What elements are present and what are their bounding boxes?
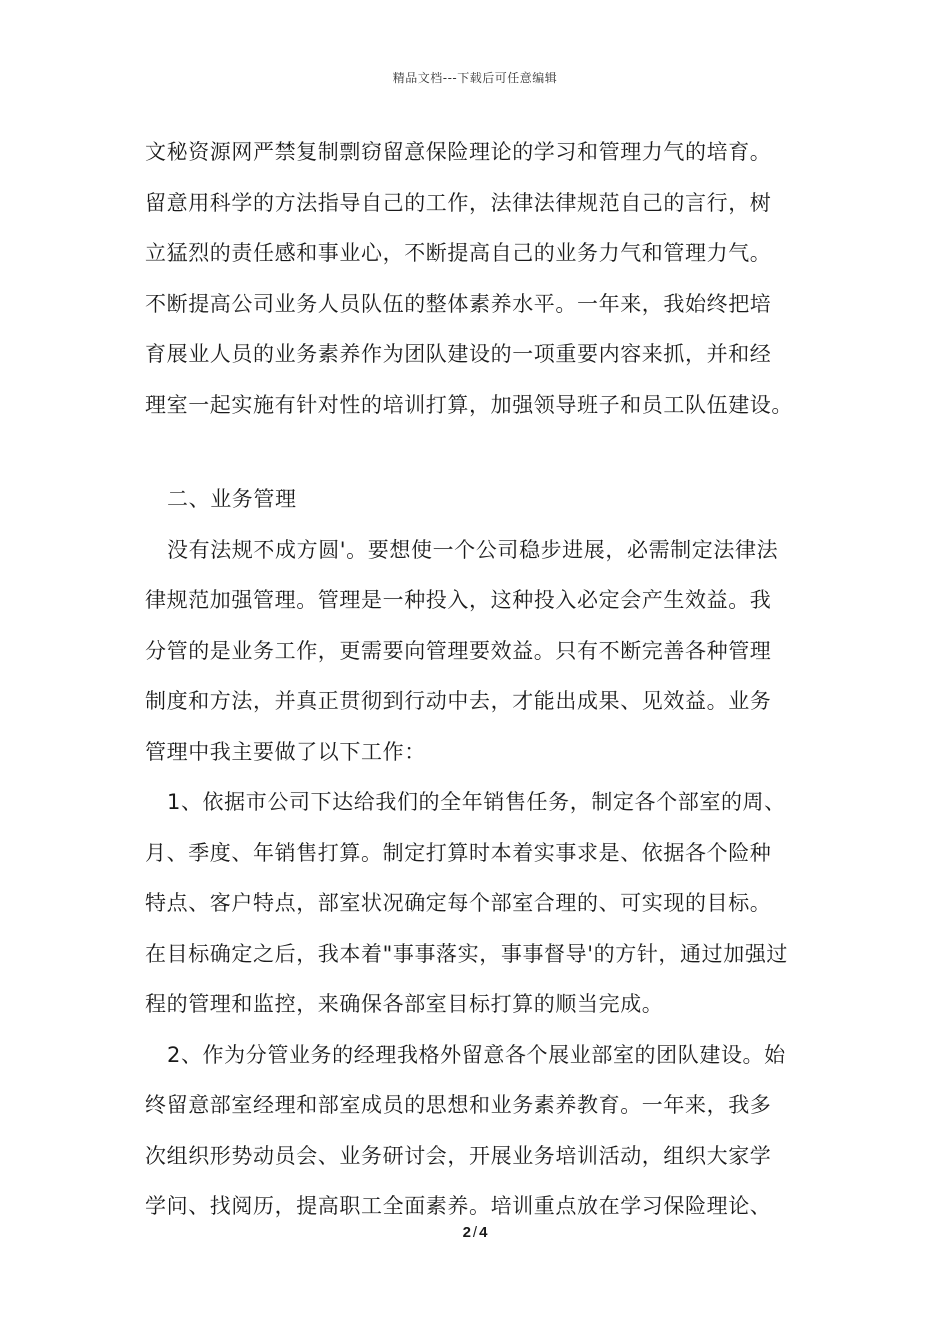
text-line: 分管的是业务工作，更需要向管理要效益。只有不断完善各种管理	[145, 638, 772, 663]
text-line: 1、依据市公司下达给我们的全年销售任务，制定各个部室的周、	[167, 790, 786, 814]
text-line: 没有法规不成方圆'。要想使一个公司稳步进展，必需制定法律法	[167, 537, 779, 562]
text-line: 律规范加强管理。管理是一种投入，这种投入必定会产生效益。我	[145, 588, 772, 612]
text-line: 立猛烈的责任感和事业心，不断提高自己的业务力气和管理力气。	[145, 241, 772, 265]
page-number	[0, 1224, 950, 1241]
text-line: 文秘资源网严禁复制剽窃留意保险理论的学习和管理力气的培育。	[145, 140, 772, 164]
total-pages-number: 4	[479, 1224, 488, 1241]
text-line: 终留意部室经理和部室成员的思想和业务素养教育。一年来，我多	[145, 1093, 772, 1117]
text-line: 学问、找阅历，提高职工全面素养。培训重点放在学习保险理论、	[145, 1194, 772, 1218]
text-line: 次组织形势动员会、业务研讨会，开展业务培训活动，组织大家学	[145, 1143, 772, 1168]
text-line: 程的管理和监控，来确保各部室目标打算的顺当完成。	[145, 992, 664, 1016]
section-heading: 二、业务管理	[167, 487, 297, 511]
text-line: 在目标确定之后，我本着"事事落实，事事督导'的方针，通过加强过	[145, 941, 789, 966]
list-item-1	[145, 777, 825, 1030]
document-body	[145, 127, 825, 1232]
text-line: 月、季度、年销售打算。制定打算时本着实事求是、依据各个险种	[145, 840, 772, 865]
text-line: 特点、客户特点，部室状况确定每个部室合理的、可实现的目标。	[145, 891, 772, 915]
paragraph-spacer	[145, 430, 825, 474]
current-page-number: 2	[462, 1224, 471, 1241]
paragraph-1	[145, 127, 825, 430]
paragraph-2	[145, 525, 825, 778]
text-line: 留意用科学的方法指导自己的工作，法律法律规范自己的言行，树	[145, 190, 772, 215]
text-line: 不断提高公司业务人员队伍的整体素养水平。一年来，我始终把培	[145, 291, 772, 316]
list-item-2	[145, 1030, 825, 1232]
text-line: 管理中我主要做了以下工作：	[145, 739, 426, 764]
text-line: 理室一起实施有针对性的培训打算，加强领导班子和员工队伍建设。	[145, 392, 793, 417]
text-line: 育展业人员的业务素养作为团队建设的一项重要内容来抓，并和经	[145, 342, 772, 366]
page-header: 精品文档---下载后可任意编辑	[392, 71, 558, 85]
text-line: 制度和方法，并真正贯彻到行动中去，才能出成果、见效益。业务	[145, 689, 772, 713]
page-separator: /	[472, 1224, 478, 1241]
text-line: 2、作为分管业务的经理我格外留意各个展业部室的团队建设。始	[167, 1042, 786, 1067]
